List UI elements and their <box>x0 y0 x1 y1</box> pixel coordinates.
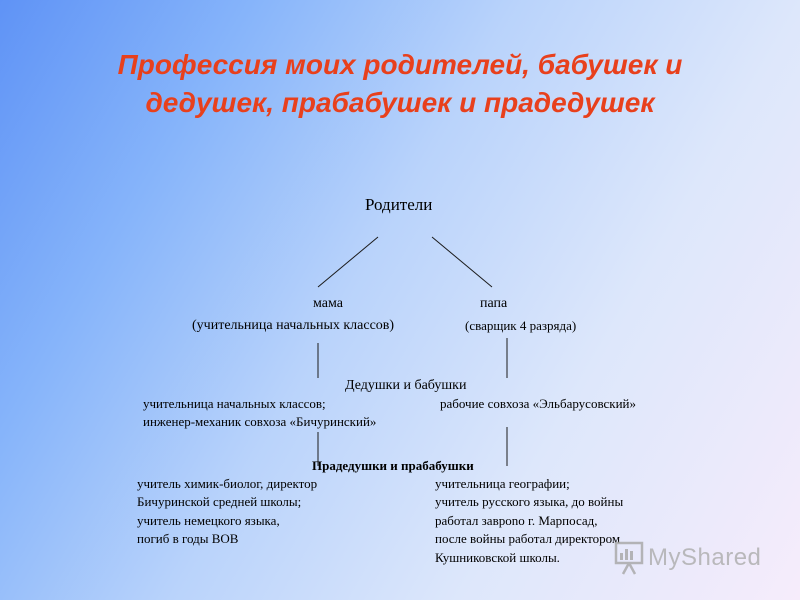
grandparents-left-line-2: инженер-механик совхоза «Бичуринский» <box>143 414 377 429</box>
grandparents-right-line-1: рабочие совхоза «Эльбарусовский» <box>440 396 637 411</box>
great-grandparents-right-1: учительница географии; <box>435 476 570 491</box>
parents-heading: Родители <box>365 195 433 214</box>
connector-parents-to-father <box>432 237 492 287</box>
great-grandparents-left-3: учитель немецкого языка, <box>137 513 280 528</box>
father-job: (сварщик 4 разряда) <box>465 318 577 333</box>
great-grandparents-left-2: Бичуринской средней школы; <box>137 494 302 509</box>
presentation-board-icon <box>614 540 644 576</box>
great-grandparents-right-5: Кушниковской школы. <box>435 550 560 565</box>
watermark-text: MyShared <box>648 544 762 571</box>
great-grandparents-left-1: учитель химик-биолог, директор <box>137 476 318 491</box>
mother-label: мама <box>313 296 343 311</box>
title-line-2: дедушек, прабабушек и прадедушек <box>145 87 655 118</box>
great-grandparents-left-4: погиб в годы ВОВ <box>137 531 239 546</box>
great-grandparents-heading: Прадедушки и прабабушки <box>312 458 474 473</box>
watermark <box>614 538 761 578</box>
great-grandparents-right-2: учитель русского языка, до войны <box>435 494 624 509</box>
title-line-1: Профессия моих родителей, бабушек и <box>117 49 683 80</box>
mother-job: (учительница начальных классов) <box>192 318 395 333</box>
grandparents-left-line-1: учительница начальных классов; <box>143 396 326 411</box>
connector-parents-to-mother <box>318 237 378 287</box>
grandparents-heading: Дедушки и бабушки <box>345 378 467 393</box>
great-grandparents-right-3: работал заврono г. Марпосад, <box>435 513 598 528</box>
father-label: папа <box>480 296 508 311</box>
great-grandparents-right-4: после войны работал директором <box>435 531 621 546</box>
